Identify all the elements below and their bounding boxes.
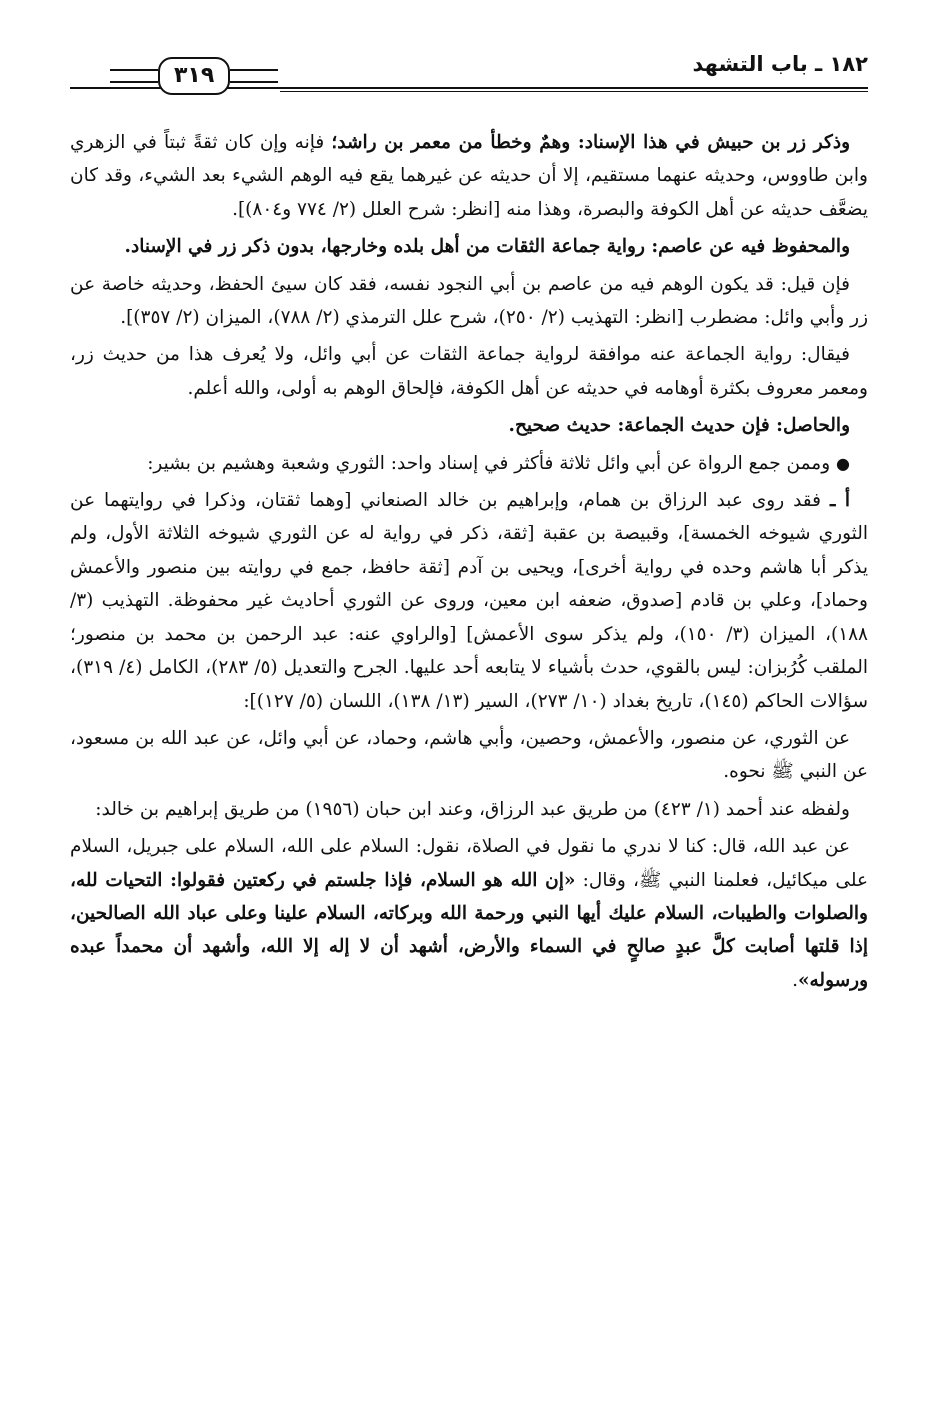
paragraph-3 bbox=[70, 268, 868, 335]
paragraph-7 bbox=[70, 484, 868, 718]
paragraph-1 bbox=[70, 126, 868, 226]
bullet-icon: ● bbox=[836, 453, 850, 473]
paragraph-9 bbox=[70, 793, 868, 826]
ornament-line-left bbox=[110, 69, 158, 83]
paragraph-1-text: فإنه وإن كان ثقةً ثبتاً في الزهري وابن طاووس، وحديثه عنهما مستقيم، إلا أن حديثه عن غيرهما يقع فيه الوهم الشيء بعد الشيء، وقد كان يضعَّف حديثه عن أهل الكوفة والبصرة، وهذا منه [انظر: شرح العلل (٢/ ٧٧٤ و٨٠٤)]. bbox=[70, 132, 868, 220]
page-body bbox=[70, 126, 868, 1001]
paragraph-5 bbox=[70, 409, 868, 442]
paragraph-10-bold: «إن الله هو السلام، فإذا جلستم في ركعتين فقولوا: التحيات لله، والصلوات والطيبات، السلام عليك أيها النبي ورحمة الله وبركاته، السلام علينا وعلى عباد الله الصالحين، إذا قلتها أصابت كلَّ عبدٍ صالحٍ في السماء والأرض، أشهد أن لا إله إلا الله، وأشهد أن محمداً عبده ورسوله» bbox=[70, 869, 868, 991]
paragraph-4-text: فيقال: رواية الجماعة عنه موافقة لرواية جماعة الثقات عن أبي وائل، ولا يُعرف هذا من حديث زر، ومعمر معروف بكثرة أوهامه في حديثه عن أهل الكوفة، فإلحاق الوهم به أولى، والله أعلم. bbox=[70, 344, 868, 399]
page-header bbox=[70, 52, 868, 112]
paragraph-8 bbox=[70, 722, 868, 789]
page-number: ٣١٩ bbox=[158, 57, 230, 95]
paragraph-6-text: وممن جمع الرواة عن أبي وائل ثلاثة فأكثر في إسناد واحد: الثوري وشعبة وهشيم بن بشير: bbox=[147, 452, 837, 474]
paragraph-9-text: ولفظه عند أحمد (١/ ٤٢٣) من طريق عبد الرزاق، وعند ابن حبان (١٩٥٦) من طريق إبراهيم بن خالد: bbox=[95, 798, 850, 820]
paragraph-10 bbox=[70, 830, 868, 997]
paragraph-10-text: عن عبد الله، قال: كنا لا ندري ما نقول في الصلاة، نقول: السلام على الله، السلام على جبريل، السلام على ميكائيل، فعلمنا النبي ﷺ، وقال: bbox=[70, 836, 868, 891]
paragraph-1-bold: وذكر زر بن حبيش في هذا الإسناد: وهمٌ وخطأ من معمر بن راشد؛ bbox=[331, 132, 850, 153]
paragraph-7-marker: أ ـ bbox=[829, 490, 850, 512]
paragraph-5-bold: والحاصل: فإن حديث الجماعة: حديث صحيح. bbox=[508, 415, 850, 437]
chapter-title: ١٨٢ ـ باب التشهد bbox=[692, 52, 868, 76]
paragraph-2 bbox=[70, 230, 868, 263]
paragraph-2-bold: والمحفوظ فيه عن عاصم: رواية جماعة الثقات من أهل بلده وخارجها، بدون ذكر زر في الإسناد. bbox=[124, 236, 850, 258]
header-rule-thin bbox=[280, 91, 868, 92]
paragraph-4 bbox=[70, 338, 868, 405]
ornament-line-right bbox=[230, 69, 278, 83]
paragraph-10-end: . bbox=[792, 969, 798, 991]
paragraph-3-text: فإن قيل: قد يكون الوهم فيه من عاصم بن أبي النجود نفسه، فقد كان سيئ الحفظ، وحديثه خاصة عن زر وأبي وائل: مضطرب [انظر: التهذيب (٢/ ٢٥٠)، شرح علل الترمذي (٢/ ٧٨٨)، الميزان (٢/ ٣٥٧)]. bbox=[70, 273, 868, 329]
paragraph-7-text: فقد روى عبد الرزاق بن همام، وإبراهيم بن خالد الصنعاني [وهما ثقتان، وذكرا في روايتهما عن الثوري شيوخه الخمسة]، وقبيصة بن عقبة [ثقة، ذكر في رواية له عن الثوري شيوخه الثلاثة الأول، ولم يذكر أبا هاشم وحده في رواية أخرى]، ويحيى بن آدم [ثقة حافظ، جمع في روايته بين منصور والأعمش وحماد]، وعلي بن قادم [صدوق، ضعفه ابن معين، وروى عن الثوري أحاديث غير محفوظة. التهذيب (٣/ ١٨٨)، الميزان (٣/ ١٥٠)، ولم يذكر سوى الأعمش] [والراوي عنه: عبد الرحمن بن محمد بن منصور؛ الملقب كُرُبزان: ليس بالقوي، حدث بأشياء لا يتابعه أحد عليها. الجرح والتعديل (٥/ ٢٨٣)، الكامل (٤/ ٣١٩)، سؤالات الحاكم (١٤٥)، تاريخ بغداد (١٠/ ٢٧٣)، السير (١٣/ ١٣٨)، اللسان (٥/ ١٢٧)]: bbox=[70, 490, 869, 712]
paragraph-8-text: عن الثوري، عن منصور، والأعمش، وحصين، وأبي هاشم، وحماد، عن أبي وائل، عن عبد الله بن مسعود، عن النبي ﷺ نحوه. bbox=[70, 727, 868, 783]
page-number-ornament bbox=[110, 56, 278, 96]
paragraph-6 bbox=[70, 447, 868, 480]
